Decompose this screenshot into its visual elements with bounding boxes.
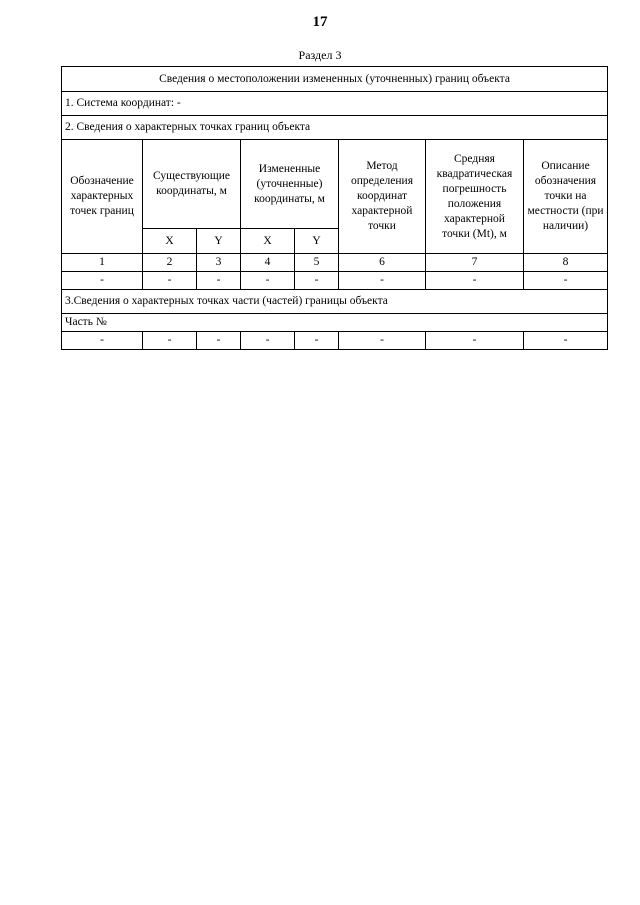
coord-system-row (62, 92, 608, 116)
table-cell: - (339, 332, 426, 350)
header-row (62, 140, 608, 229)
header-changed-coords: Измененные (уточненные) координаты, м (241, 140, 339, 229)
table-row (62, 332, 608, 350)
header-description: Описание обозначения точки на местности (при наличии) (524, 140, 608, 254)
table-cell: - (295, 272, 339, 290)
table-cell: - (426, 272, 524, 290)
subheader-y-changed: Y (295, 229, 339, 254)
table-cell: - (62, 332, 143, 350)
table-cell: - (524, 272, 608, 290)
section3-title-row (62, 290, 608, 314)
header-error: Средняя квадратическая погрешность положения характерной точки (Mt), м (426, 140, 524, 254)
table-row (62, 272, 608, 290)
header-method: Метод определения координат характерной точки (339, 140, 426, 254)
column-number: 1 (62, 254, 143, 272)
table-cell: - (426, 332, 524, 350)
table-cell: - (241, 272, 295, 290)
column-number: 3 (197, 254, 241, 272)
section2-title: 2. Сведения о характерных точках границ объекта (62, 116, 608, 140)
section2-title-row (62, 116, 608, 140)
part-label: Часть № (62, 314, 608, 332)
table-cell: - (241, 332, 295, 350)
subheader-y-existing: Y (197, 229, 241, 254)
column-numbers-row (62, 254, 608, 272)
column-number: 4 (241, 254, 295, 272)
section-label: Раздел 3 (298, 48, 342, 62)
table-cell: - (62, 272, 143, 290)
subheader-x-existing: X (143, 229, 197, 254)
table-title-row (62, 67, 608, 92)
part-row (62, 314, 608, 332)
column-number: 5 (295, 254, 339, 272)
page-number: 17 (312, 14, 328, 30)
table-cell: - (197, 332, 241, 350)
header-existing-coords: Существующие координаты, м (143, 140, 241, 229)
section3-title: 3.Сведения о характерных точках части (частей) границы объекта (62, 290, 608, 314)
table-cell: - (524, 332, 608, 350)
column-number: 6 (339, 254, 426, 272)
column-number: 8 (524, 254, 608, 272)
column-number: 2 (143, 254, 197, 272)
coord-system: 1. Система координат: - (62, 92, 608, 116)
table-cell: - (339, 272, 426, 290)
boundary-points-table (61, 66, 608, 350)
table-cell: - (295, 332, 339, 350)
table-cell: - (143, 272, 197, 290)
table-cell: - (143, 332, 197, 350)
subheader-x-changed: X (241, 229, 295, 254)
column-number: 7 (426, 254, 524, 272)
table-cell: - (197, 272, 241, 290)
table-title: Сведения о местоположении измененных (уточненных) границ объекта (62, 67, 608, 92)
header-point-designation: Обозначение характерных точек границ (62, 140, 143, 254)
